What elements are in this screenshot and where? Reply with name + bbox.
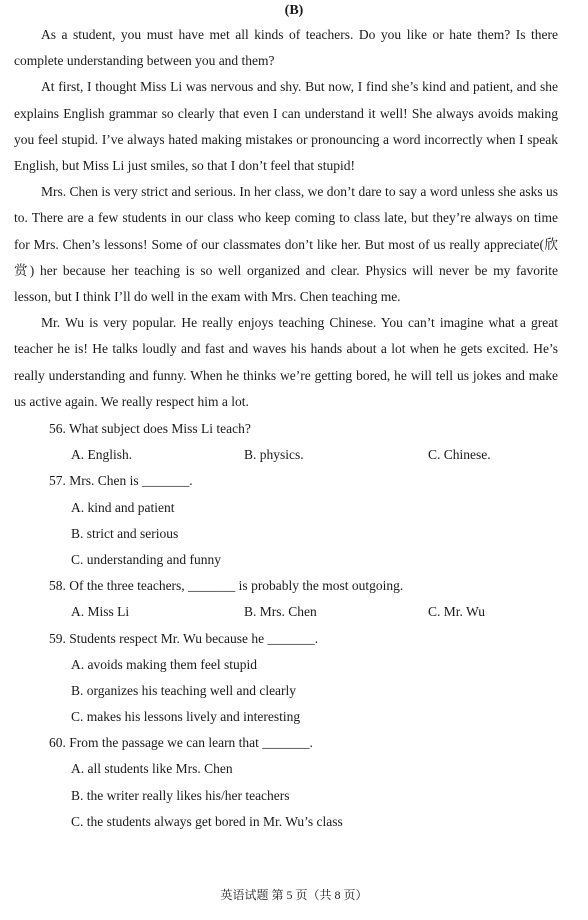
question-56: [49, 416, 569, 468]
option-c: C. Mr. Wu: [428, 604, 485, 620]
option-c: C. understanding and funny: [71, 551, 221, 567]
option-a: A. all students like Mrs. Chen: [71, 761, 233, 777]
question-stem: 60. From the passage we can learn that _______.: [49, 735, 313, 751]
question-stem: 59. Students respect Mr. Wu because he _______.: [49, 630, 319, 646]
question-stem: 57. Mrs. Chen is _______.: [49, 473, 193, 489]
question-stem: 58. Of the three teachers, _______ is probably the most outgoing.: [49, 578, 404, 594]
section-label: (B): [284, 3, 304, 18]
question-57: [49, 468, 569, 573]
option-row: [49, 442, 569, 468]
question-59: [49, 626, 569, 731]
passage-paragraph: As a student, you must have met all kinds of teachers. Do you like or hate them? Is there complete understanding between you and them?: [14, 27, 558, 69]
option-a: A. English.: [71, 447, 133, 463]
option-b: B. physics.: [244, 447, 304, 463]
option-a: A. kind and patient: [71, 499, 175, 515]
page-footer: 英语试题 第 5 页（共 8 页）: [220, 888, 368, 902]
option-b: B. organizes his teaching well and clearly: [71, 682, 297, 698]
question-60: [49, 730, 569, 835]
reading-passage: [14, 22, 558, 415]
passage-paragraph: Mr. Wu is very popular. He really enjoys teaching Chinese. You can’t imagine what a great teacher he is! He talks loudly and fast and waves his hands about a lot when he gets excited. He’s really understanding and funny. When he thinks we’re getting bored, he will tell us jokes and make us active again. We really respect him a lot.: [14, 315, 558, 409]
question-stem: 56. What subject does Miss Li teach?: [49, 421, 251, 436]
question-list: [49, 416, 569, 835]
option-b: B. the writer really likes his/her teachers: [71, 787, 290, 803]
option-a: A. Miss Li: [71, 604, 130, 620]
option-c: C. makes his lessons lively and interesting: [71, 709, 301, 725]
question-58: [49, 573, 569, 625]
option-a: A. avoids making them feel stupid: [71, 656, 257, 672]
passage-paragraph: At first, I thought Miss Li was nervous and shy. But now, I find she’s kind and patient, and she explains English grammar so clearly that even I can understand it well! She always avoids making you feel stupid. I’ve always hated making mistakes or pronouncing a word incorrectly when I speak English, but Miss Li just smiles, so that I don’t feel that stupid!: [14, 79, 558, 174]
option-row: [49, 599, 569, 625]
option-c: C. the students always get bored in Mr. Wu’s class: [71, 813, 343, 829]
option-b: B. Mrs. Chen: [244, 604, 317, 620]
passage-paragraph: Mrs. Chen is very strict and serious. In her class, we don’t dare to say a word unless she asks us to. There are a few students in our class who keep coming to class late, but they’re always on time for Mrs. Chen’s lessons! Some of our classmates don’t like her. But most of us really appreciate(欣赏) her because her teaching is so well organized and clear. Physics will never be my favorite lesson, but I think I’ll do well in the exam with Mrs. Chen teaching me.: [14, 184, 558, 305]
option-b: B. strict and serious: [71, 525, 179, 541]
option-c: C. Chinese.: [428, 447, 491, 463]
